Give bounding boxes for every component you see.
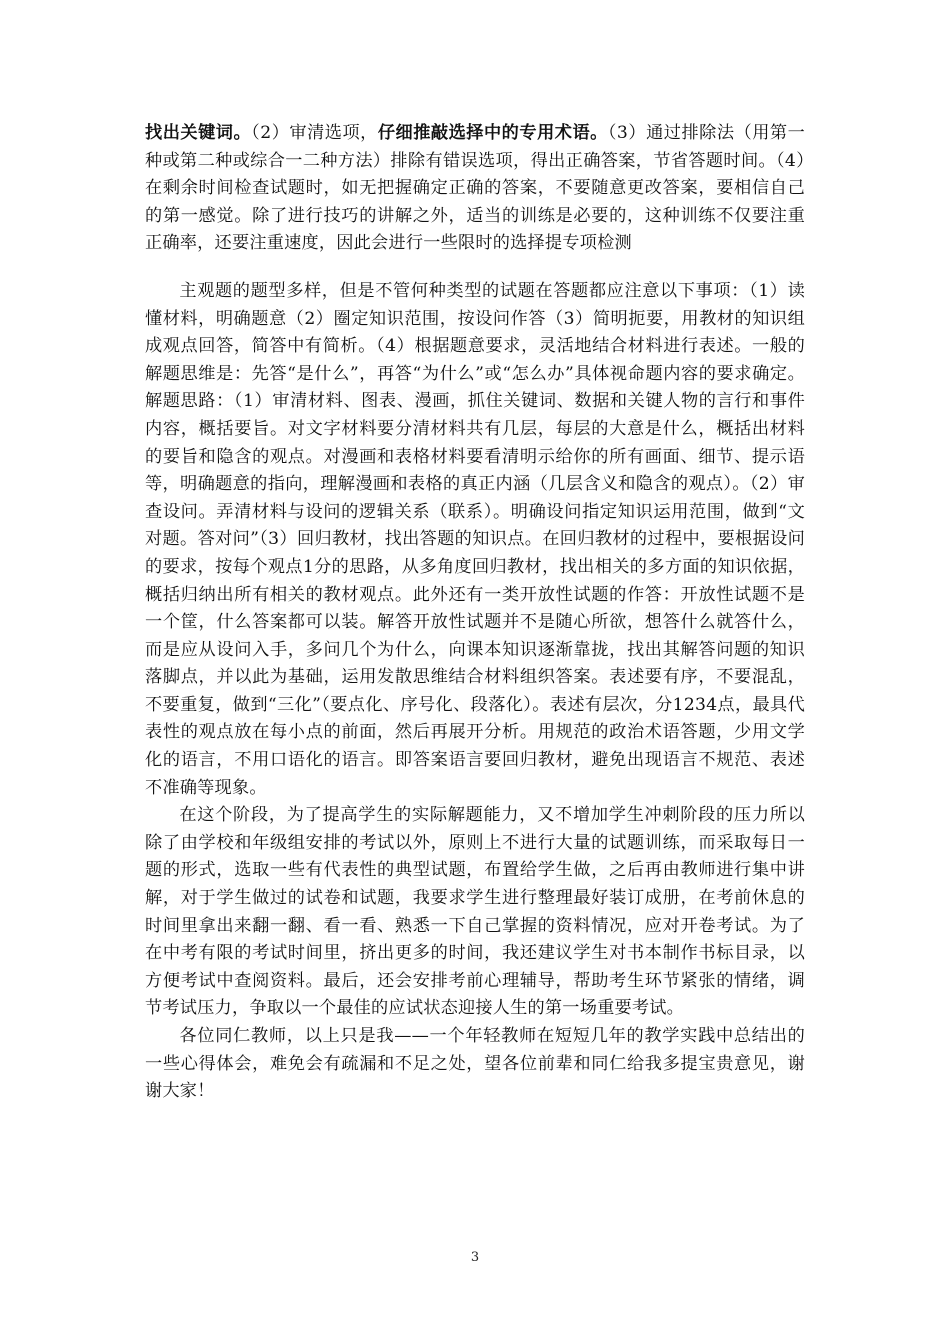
document-body [145, 120, 805, 1106]
paragraph-text: （3）通过排除法（用第一种或第二种或综合一二种方法）排除有错误选项，得出正确答案，节省答题时间。（4）在剩余时间检查试题时，如无把握确定正确的答案，不要随意更改答案，要相信自己的第一感觉。除了进行技巧的讲解之外，适当的训练是必要的，这种训练不仅要注重正确率，还要注重速度，因此会进行一些限时的选择提专项检测 [145, 123, 805, 254]
bold-keyword-phrase: 找出关键词。 [145, 123, 252, 143]
paragraph-multiple-choice-tips [145, 120, 805, 258]
paragraph-spacer [145, 258, 805, 278]
paragraph-stage-practice: 在这个阶段，为了提高学生的实际解题能力，又不增加学生冲刺阶段的压力所以除了由学校和年级组安排的考试以外，原则上不进行大量的试题训练，而采取每日一题的形式，选取一些有代表性的典型试题，布置给学生做，之后再由教师进行集中讲解，对于学生做过的试卷和试题，我要求学生进行整理最好装订成册，在考前休息的时间里拿出来翻一翻、看一看、熟悉一下自己掌握的资料情况，应对开卷考试。为了在中考有限的考试时间里，挤出更多的时间，我还建议学生对书本制作书标目录，以方便考试中查阅资料。最后，还会安排考前心理辅导，帮助考生环节紧张的情绪，调节考试压力，争取以一个最佳的应试状态迎接人生的第一场重要考试。 [145, 805, 805, 1019]
paragraph-closing-remarks: 各位同仁教师，以上只是我——一个年轻教师在短短几年的教学实践中总结出的一些心得体会，难免会有疏漏和不足之处，望各位前辈和同仁给我多提宝贵意见，谢谢大家！ [145, 1026, 805, 1102]
paragraph-subjective-questions: 主观题的题型多样，但是不管何种类型的试题在答题都应注意以下事项：（1）读懂材料，明确题意（2）圈定知识范围，按设问作答（3）简明扼要，用教材的知识组成观点回答，简答中有简析。（4）根据题意要求，灵活地结合材料进行表述。一般的解题思维是：先答“是什么”，再答“为什么”或“怎么办”具体视命题内容的要求确定。解题思路：（1）审清材料、图表、漫画，抓住关键词、数据和关键人物的言行和事件内容，概括要旨。对文字材料要分清材料共有几层，每层的大意是什么，概括出材料的要旨和隐含的观点。对漫画和表格材料要看清明示给你的所有画面、细节、提示语等，明确题意的指向，理解漫画和表格的真正内涵（几层含义和隐含的观点）。（2）审查设问。弄清材料与设问的逻辑关系（联系）。明确设问指定知识运用范围，做到“文对题。答对问”（3）回归教材，找出答题的知识点。在回归教材的过程中，要根据设问的要求，按每个观点1分的思路，从多角度回归教材，找出相关的多方面的知识依据，概括归纳出所有相关的教材观点。此外还有一类开放性试题的作答：开放性试题不是一个筐，什么答案都可以装。解答开放性试题并不是随心所欲，想答什么就答什么，而是应从设问入手，多问几个为什么，向课本知识逐渐靠拢，找出其解答问题的知识落脚点，并以此为基础，运用发散思维结合材料组织答案。表述要有序，不要混乱，不要重复，做到“三化”（要点化、序号化、段落化）。表述有层次，分1234点，最具代表性的观点放在每小点的前面，然后再展开分析。用规范的政治术语答题，少用文学化的语言，不用口语化的语言。即答案语言要回归教材，避免出现语言不规范、表述不准确等现象。 [145, 280, 805, 798]
page-number: 3 [470, 1250, 480, 1265]
paragraph-text: （2）审清选项， [251, 123, 378, 143]
bold-terminology-phrase: 仔细推敲选择中的专用术语。 [377, 123, 608, 143]
